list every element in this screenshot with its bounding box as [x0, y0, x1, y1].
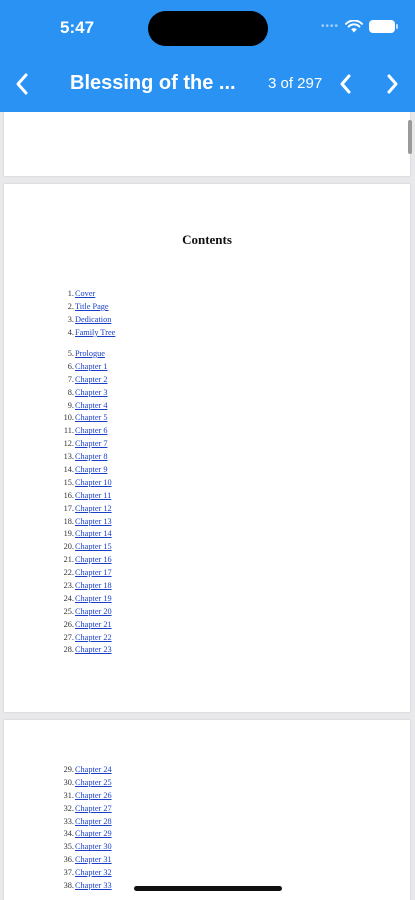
toc-item	[4, 867, 112, 880]
toc-item-link[interactable]: Chapter 21	[75, 619, 112, 629]
wifi-icon	[345, 20, 363, 33]
page-contents	[4, 184, 410, 712]
toc-item	[4, 841, 112, 854]
toc-item-link[interactable]: Chapter 15	[75, 542, 112, 552]
toc-item-link[interactable]: Chapter 16	[75, 555, 112, 565]
toc-item-link[interactable]: Chapter 1	[75, 361, 108, 371]
toc-item-number: 25.	[63, 606, 74, 616]
toc-item	[4, 301, 115, 314]
toc-item-link[interactable]: Chapter 30	[75, 842, 112, 852]
toc-item-number: 5.	[67, 349, 74, 358]
toc-item-number: 26.	[63, 619, 74, 629]
toc-item	[4, 554, 112, 567]
toc-item	[4, 348, 112, 361]
status-icons	[321, 20, 395, 33]
toc-item-link[interactable]: Chapter 11	[75, 490, 112, 500]
toc-item-number: 14.	[63, 465, 74, 475]
toc-item-link[interactable]: Chapter 6	[75, 426, 108, 436]
toc-item	[4, 803, 112, 816]
toc-item-number: 27.	[63, 632, 74, 642]
toc-item-link[interactable]: Chapter 25	[75, 777, 112, 787]
toc-item-number: 20.	[63, 542, 74, 552]
toc-item-link[interactable]: Chapter 2	[75, 374, 108, 384]
toc-item	[4, 541, 112, 554]
page-previous	[4, 112, 410, 176]
toc-item	[4, 438, 112, 451]
toc-item-link[interactable]: Chapter 32	[75, 868, 112, 878]
contents-heading: Contents	[182, 232, 232, 247]
toc-item	[4, 288, 115, 301]
toc-item-number: 16.	[63, 490, 74, 500]
toc-item-number: 35.	[63, 842, 74, 852]
toc-item	[4, 880, 112, 893]
toc-item-link[interactable]: Chapter 8	[75, 452, 108, 462]
toc-item-link[interactable]: Chapter 31	[75, 855, 112, 865]
toc-item-number: 30.	[63, 777, 74, 787]
toc-item-link[interactable]: Chapter 3	[75, 387, 108, 397]
toc-item	[4, 632, 112, 645]
toc-item	[4, 464, 112, 477]
toc-item	[4, 477, 112, 490]
toc-item	[4, 644, 112, 657]
toc-item-link[interactable]: Chapter 23	[75, 645, 112, 655]
toc-item	[4, 606, 112, 619]
toc-item-link[interactable]: Chapter 27	[75, 803, 112, 813]
status-time: 5:47	[60, 18, 95, 37]
toc-item-link[interactable]: Chapter 22	[75, 632, 112, 642]
toc-item	[4, 777, 112, 790]
toc-list-frontmatter	[4, 288, 115, 340]
toc-item-number: 9.	[67, 400, 74, 410]
toc-item-number: 18.	[63, 516, 74, 526]
toc-item	[4, 387, 112, 400]
toc-item-number: 3.	[67, 314, 74, 324]
toc-item-number: 21.	[63, 555, 74, 565]
toc-item	[4, 503, 112, 516]
toc-item	[4, 828, 112, 841]
toc-item-number: 19.	[63, 529, 74, 539]
toc-item-number: 36.	[63, 855, 74, 865]
toc-item-number: 4.	[67, 327, 74, 337]
toc-item	[4, 619, 112, 632]
toc-item-link[interactable]: Prologue	[75, 349, 105, 358]
toc-item	[4, 412, 112, 425]
toc-item-link[interactable]: Chapter 14	[75, 529, 112, 539]
toc-item-number: 11.	[63, 426, 74, 436]
toc-item-link[interactable]: Dedication	[75, 314, 112, 324]
toc-item-link[interactable]: Chapter 33	[75, 881, 112, 891]
toc-item	[4, 451, 112, 464]
toc-item-link[interactable]: Chapter 29	[75, 829, 112, 839]
back-chevron-icon[interactable]	[10, 70, 36, 98]
toc-item	[4, 580, 112, 593]
toc-item-number: 6.	[67, 361, 74, 371]
toc-item-link[interactable]: Chapter 24	[75, 765, 112, 774]
toc-item-number: 31.	[63, 790, 74, 800]
toc-item	[4, 490, 112, 503]
toc-item	[4, 400, 112, 413]
book-title: Blessing of the ...	[70, 72, 236, 94]
toc-item	[4, 854, 112, 867]
toc-item	[4, 425, 112, 438]
toc-item	[4, 516, 112, 529]
toc-item-link[interactable]: Chapter 13	[75, 516, 112, 526]
toc-item-number: 17.	[63, 503, 74, 513]
toc-item	[4, 567, 112, 580]
cellular-signal-icon: ••••	[320, 21, 339, 32]
toc-item-link[interactable]: Chapter 20	[75, 606, 112, 616]
toc-item-number: 32.	[63, 803, 74, 813]
previous-page-icon[interactable]	[335, 70, 357, 98]
toc-item-number: 10.	[63, 413, 74, 423]
toc-item-number: 13.	[63, 452, 74, 462]
toc-item	[4, 314, 115, 327]
toc-item	[4, 327, 115, 340]
toc-item-number: 2.	[67, 301, 74, 311]
toc-item-link[interactable]: Chapter 28	[75, 816, 112, 826]
toc-item-link[interactable]: Chapter 10	[75, 477, 112, 487]
toc-item	[4, 361, 112, 374]
home-indicator[interactable]	[134, 886, 282, 891]
toc-item-number: 28.	[63, 645, 74, 655]
toc-item-link[interactable]: Chapter 9	[75, 465, 108, 475]
toc-item	[4, 593, 112, 606]
toc-item-number: 7.	[67, 374, 74, 384]
toc-item-number: 22.	[63, 568, 74, 578]
toc-item-link[interactable]: Chapter 5	[75, 413, 108, 423]
next-page-icon[interactable]	[381, 70, 403, 98]
toc-item-number: 1.	[67, 289, 74, 298]
toc-item-number: 33.	[63, 816, 74, 826]
toc-item-number: 8.	[67, 387, 74, 397]
toc-item-link[interactable]: Chapter 26	[75, 790, 112, 800]
toc-item-number: 15.	[63, 477, 74, 487]
toc-item-number: 37.	[63, 868, 74, 878]
toc-item	[4, 528, 112, 541]
toc-item-number: 12.	[63, 439, 74, 449]
toc-item-link[interactable]: Chapter 19	[75, 593, 112, 603]
page-counter: 3 of 297	[268, 75, 323, 92]
toc-item-number: 29.	[63, 765, 74, 774]
toc-item-number: 38.	[63, 881, 74, 891]
page-contents-continued	[4, 720, 410, 900]
scrollbar[interactable]	[408, 120, 412, 154]
toc-item	[4, 790, 112, 803]
toc-item-link[interactable]: Family Tree	[75, 327, 116, 337]
toc-item-link[interactable]: Title Page	[75, 301, 109, 311]
app-header	[0, 0, 415, 112]
dynamic-island	[148, 11, 268, 46]
toc-item	[4, 816, 112, 829]
nav-bar	[0, 62, 415, 106]
toc-item-link[interactable]: Cover	[75, 289, 96, 298]
document-viewer[interactable]	[0, 112, 415, 900]
toc-list-chapters	[4, 348, 112, 657]
toc-item	[4, 764, 112, 777]
toc-item-link[interactable]: Chapter 18	[75, 581, 112, 591]
toc-item-link[interactable]: Chapter 17	[75, 568, 112, 578]
toc-item-link[interactable]: Chapter 4	[75, 400, 108, 410]
toc-item-link[interactable]: Chapter 7	[75, 439, 108, 449]
toc-item-number: 23.	[63, 581, 74, 591]
toc-item-number: 34.	[63, 829, 74, 839]
toc-list-chapters-continued	[4, 764, 112, 893]
toc-item-link[interactable]: Chapter 12	[75, 503, 112, 513]
battery-icon	[369, 20, 395, 33]
toc-item-number: 24.	[63, 593, 74, 603]
toc-item	[4, 374, 112, 387]
